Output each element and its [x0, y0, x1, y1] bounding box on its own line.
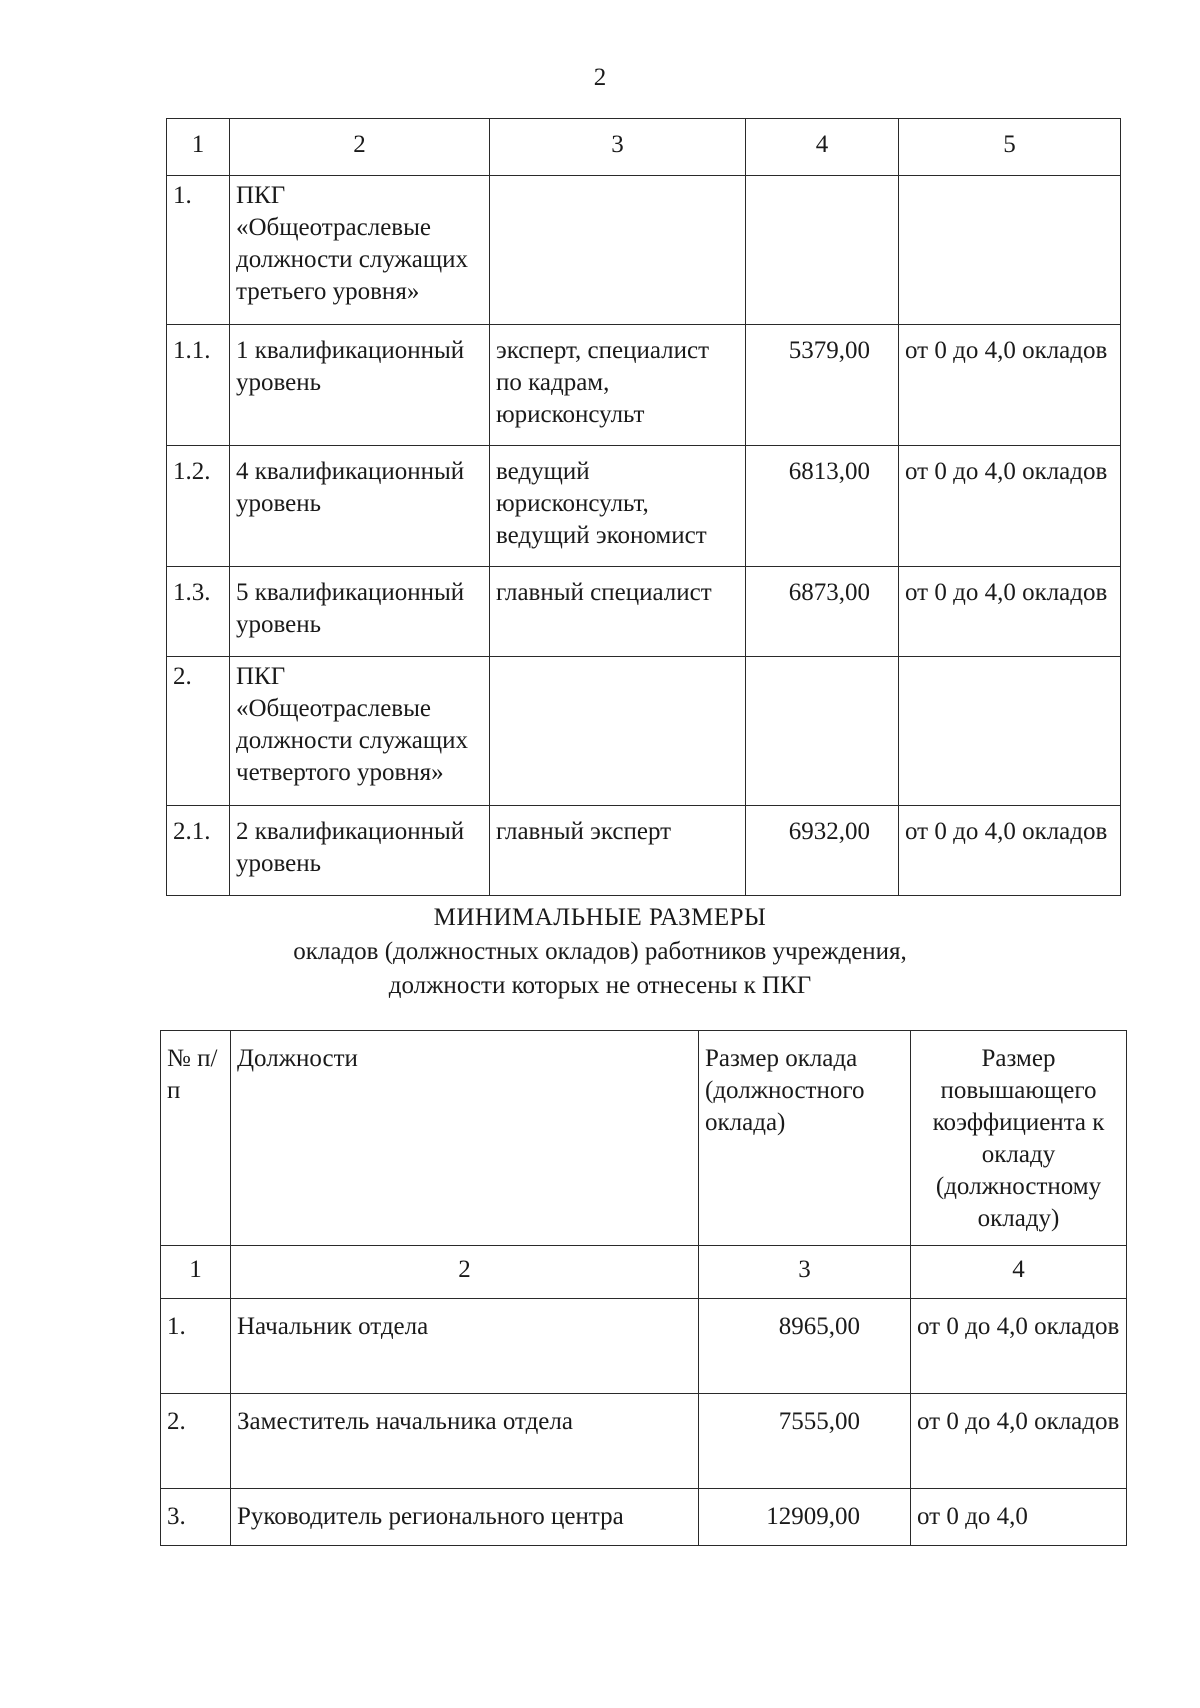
table-row: [161, 1489, 1127, 1546]
qualification-level: 4 квалификационный уровень: [230, 446, 490, 567]
column-number: 3: [699, 1246, 911, 1299]
row-number: 3.: [161, 1489, 231, 1546]
column-number-row: [161, 1246, 1127, 1299]
section-title: МИНИМАЛЬНЫЕ РАЗМЕРЫ: [433, 904, 767, 931]
qualification-level: ПКГ «Общеотраслевые должности служащих четвертого уровня»: [230, 657, 490, 806]
salary: 6932,00: [746, 806, 899, 896]
column-number: 1: [161, 1246, 231, 1299]
salary: [746, 657, 899, 806]
coefficient: [899, 657, 1121, 806]
coefficient: от 0 до 4,0 окладов: [911, 1394, 1127, 1489]
header-salary: Размер оклада (должностного оклада): [699, 1031, 911, 1246]
row-number: 1.1.: [167, 325, 230, 446]
salary: 6873,00: [746, 567, 899, 657]
column-number: 4: [746, 119, 899, 176]
coefficient: от 0 до 4,0: [911, 1489, 1127, 1546]
header-number: № п/п: [161, 1031, 231, 1246]
positions: главный эксперт: [490, 806, 746, 896]
coefficient: [899, 176, 1121, 325]
positions: [490, 657, 746, 806]
header-coefficient: Размер повышающего коэффициента к окладу (должностному окладу): [911, 1031, 1127, 1246]
row-number: 1.3.: [167, 567, 230, 657]
row-number: 2.: [167, 657, 230, 806]
coefficient: от 0 до 4,0 окладов: [899, 567, 1121, 657]
header-row: [161, 1031, 1127, 1246]
salary: 8965,00: [699, 1299, 911, 1394]
table-row: [167, 446, 1121, 567]
salary: 7555,00: [699, 1394, 911, 1489]
section-subtitle: окладов (должностных окладов) работников учреждения,: [293, 938, 907, 965]
column-number: 3: [490, 119, 746, 176]
row-number: 1.2.: [167, 446, 230, 567]
position: Заместитель начальника отдела: [231, 1394, 699, 1489]
row-number: 2.: [161, 1394, 231, 1489]
section-subtitle: должности которых не отнесены к ПКГ: [388, 972, 812, 999]
coefficient: от 0 до 4,0 окладов: [911, 1299, 1127, 1394]
coefficient: от 0 до 4,0 окладов: [899, 325, 1121, 446]
positions: [490, 176, 746, 325]
column-number: 5: [899, 119, 1121, 176]
positions: ведущий юрисконсульт, ведущий экономист: [490, 446, 746, 567]
column-number: 2: [231, 1246, 699, 1299]
pkg-salary-table: [166, 118, 1121, 896]
table-row: [167, 657, 1121, 806]
coefficient: от 0 до 4,0 окладов: [899, 806, 1121, 896]
salary: 6813,00: [746, 446, 899, 567]
column-number: 4: [911, 1246, 1127, 1299]
salary: 12909,00: [699, 1489, 911, 1546]
table-row: [167, 567, 1121, 657]
table-row: [167, 325, 1121, 446]
salary: 5379,00: [746, 325, 899, 446]
table-row: [167, 806, 1121, 896]
position: Руководитель регионального центра: [231, 1489, 699, 1546]
qualification-level: ПКГ «Общеотраслевые должности служащих третьего уровня»: [230, 176, 490, 325]
row-number: 2.1.: [167, 806, 230, 896]
positions: главный специалист: [490, 567, 746, 657]
column-number: 2: [230, 119, 490, 176]
column-number: 1: [167, 119, 230, 176]
salary: [746, 176, 899, 325]
positions: эксперт, специалист по кадрам, юрисконсульт: [490, 325, 746, 446]
table-row: [161, 1394, 1127, 1489]
table-row: [167, 176, 1121, 325]
column-number-row: [167, 119, 1121, 176]
position: Начальник отдела: [231, 1299, 699, 1394]
row-number: 1.: [167, 176, 230, 325]
row-number: 1.: [161, 1299, 231, 1394]
table-row: [161, 1299, 1127, 1394]
page-number: 2: [593, 64, 607, 91]
non-pkg-salary-table: [160, 1030, 1127, 1546]
coefficient: от 0 до 4,0 окладов: [899, 446, 1121, 567]
qualification-level: 5 квалификационный уровень: [230, 567, 490, 657]
qualification-level: 1 квалификационный уровень: [230, 325, 490, 446]
header-position: Должности: [231, 1031, 699, 1246]
qualification-level: 2 квалификационный уровень: [230, 806, 490, 896]
